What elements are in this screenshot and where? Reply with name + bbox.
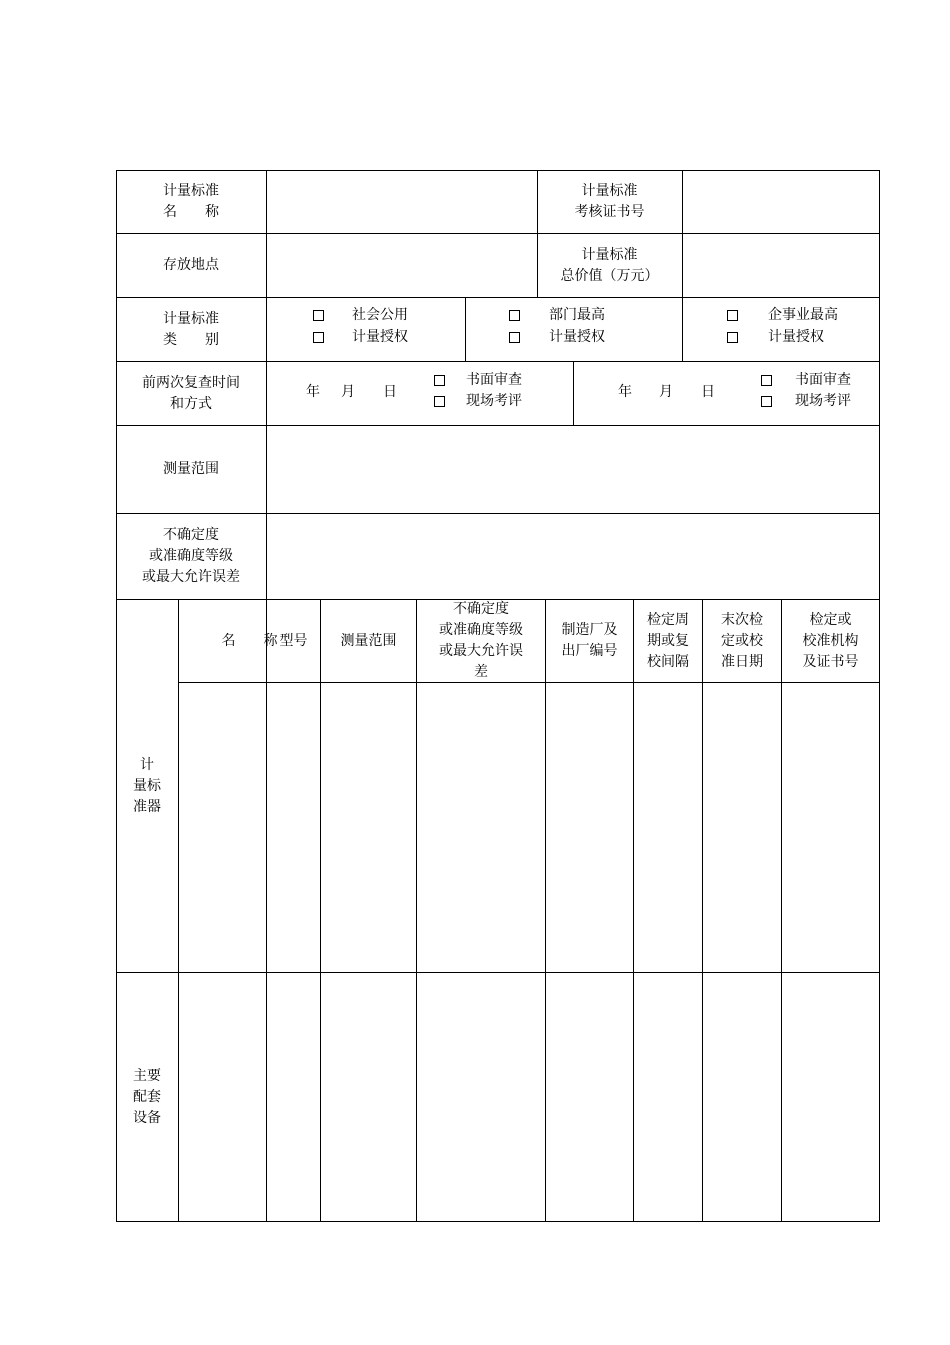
option-line: 社会公用	[352, 307, 408, 323]
total-value-label	[537, 234, 682, 297]
label-line: 配套	[133, 1088, 161, 1105]
header-line: 出厂编号	[561, 643, 618, 659]
header-last-date	[703, 600, 781, 682]
col-divider	[633, 599, 634, 1222]
group-label-main-equipment	[116, 973, 178, 1221]
storage-location-field[interactable]	[267, 234, 537, 297]
header-institution	[782, 600, 879, 682]
label-line: 或准确度等级	[149, 548, 233, 564]
metrology-standard-form	[116, 170, 880, 1222]
table-header-divider	[178, 682, 880, 683]
label-line: 前两次复查时间	[142, 374, 240, 391]
label-line: 计量标准	[163, 182, 219, 199]
header-line: 差	[474, 664, 488, 680]
header-uncertainty	[417, 600, 545, 682]
header-line: 或最大允许误	[439, 643, 523, 659]
option-line: 部门最高	[549, 307, 605, 323]
checkbox-icon[interactable]	[761, 396, 772, 407]
label-line: 考核证书号	[574, 203, 645, 220]
review-history-label	[116, 362, 266, 425]
label-line: 量标	[133, 777, 161, 794]
certificate-number-label	[537, 170, 682, 233]
label-line: 名 称	[163, 203, 219, 220]
group-divider	[116, 972, 880, 973]
month-label: 月	[341, 384, 355, 400]
header-model	[267, 600, 320, 682]
header-text: 型号	[279, 632, 308, 649]
col-divider	[573, 361, 574, 425]
written-review-option: 书面审查	[795, 372, 851, 388]
col-divider	[266, 170, 267, 1222]
checkbox-icon[interactable]	[313, 310, 324, 321]
checkbox-icon[interactable]	[434, 375, 445, 386]
label-line: 计量标准	[581, 182, 638, 199]
header-line: 不确定度	[453, 601, 509, 617]
option-line: 企事业最高	[768, 307, 838, 323]
total-value-field[interactable]	[683, 234, 879, 297]
onsite-review-option: 现场考评	[795, 393, 851, 409]
label-line: 和方式	[170, 395, 212, 412]
header-line: 末次检	[721, 611, 763, 628]
col-divider	[781, 599, 782, 1222]
label-line: 设备	[133, 1109, 161, 1126]
border-bottom	[116, 1221, 880, 1222]
header-line: 检定或	[809, 611, 852, 628]
measurement-range-field[interactable]	[267, 426, 879, 513]
header-line: 或准确度等级	[439, 622, 523, 638]
uncertainty-label	[116, 514, 266, 599]
option-line: 计量授权	[549, 329, 605, 345]
checkbox-icon[interactable]	[434, 396, 445, 407]
col-divider	[178, 599, 179, 1222]
label-line: 主要	[133, 1067, 161, 1084]
label-line: 类 别	[163, 331, 219, 348]
group-label-standard-instruments	[116, 600, 178, 972]
written-review-option: 书面审查	[466, 372, 522, 388]
label-line: 计量标准	[581, 246, 638, 263]
header-line: 期或复	[647, 632, 689, 649]
border-right	[879, 170, 880, 1222]
month-label: 月	[659, 384, 673, 400]
checkbox-icon[interactable]	[313, 332, 324, 343]
label-line: 准器	[133, 798, 161, 815]
label-line: 计量标准	[163, 310, 219, 327]
storage-location-label	[116, 234, 266, 297]
col-divider	[320, 599, 321, 1222]
checkbox-icon[interactable]	[761, 375, 772, 386]
label-line: 总价值（万元）	[560, 267, 659, 284]
standard-name-label	[116, 170, 266, 233]
header-line: 校间隔	[647, 653, 689, 670]
header-period	[634, 600, 702, 682]
label-line: 或最大允许误差	[142, 569, 240, 585]
day-label: 日	[701, 384, 715, 400]
header-text: 名 称	[221, 632, 278, 649]
label-line: 测量范围	[163, 461, 219, 477]
header-line: 准日期	[721, 653, 763, 670]
header-line: 定或校	[721, 632, 763, 649]
header-range	[321, 600, 416, 682]
year-label: 年	[618, 384, 632, 400]
uncertainty-field[interactable]	[267, 514, 879, 599]
category-label	[116, 298, 266, 361]
col-divider	[545, 599, 546, 1222]
checkbox-icon[interactable]	[727, 332, 738, 343]
label-line: 存放地点	[163, 257, 219, 273]
header-line: 检定周	[647, 611, 689, 628]
checkbox-icon[interactable]	[727, 310, 738, 321]
measurement-range-label	[116, 426, 266, 513]
label-line: 不确定度	[163, 527, 219, 543]
header-line: 制造厂及	[561, 622, 618, 638]
year-label: 年	[306, 384, 320, 400]
col-divider	[416, 599, 417, 1222]
day-label: 日	[383, 384, 397, 400]
header-line: 校准机构	[802, 632, 859, 649]
option-line: 计量授权	[352, 329, 408, 345]
col-divider	[702, 599, 703, 1222]
header-maker	[546, 600, 633, 682]
col-divider	[465, 297, 466, 361]
standard-name-field[interactable]	[267, 170, 537, 233]
certificate-number-field[interactable]	[683, 170, 879, 233]
checkbox-icon[interactable]	[509, 332, 520, 343]
header-line: 及证书号	[802, 653, 859, 670]
label-line: 计	[140, 756, 154, 773]
checkbox-icon[interactable]	[509, 310, 520, 321]
header-text: 测量范围	[340, 632, 397, 649]
onsite-review-option: 现场考评	[466, 393, 522, 409]
option-line: 计量授权	[768, 329, 824, 345]
